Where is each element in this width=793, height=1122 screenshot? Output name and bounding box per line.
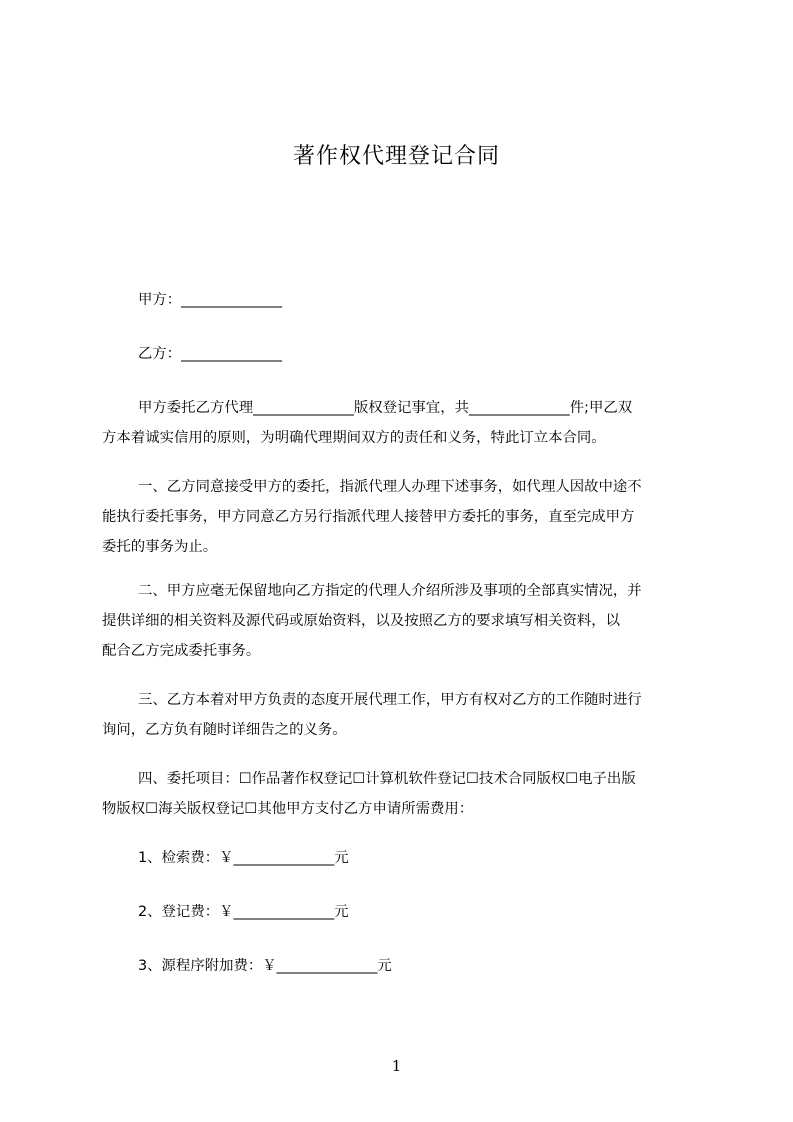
fee-source-code: 3、源程序附加费：￥______________元 (138, 958, 392, 974)
paragraph-line: 能执行委托事务，甲方同意乙方另行指派代理人接替甲方委托的事务，直至完成甲方 (102, 509, 635, 525)
fee-registration: 2、登记费：￥______________元 (138, 904, 349, 920)
paragraph-line: 甲方委托乙方代理______________版权登记事宜，共______________件;甲乙双 (138, 400, 633, 416)
clause-1 (102, 472, 702, 562)
clause-2 (102, 576, 702, 666)
paragraph-line: 配合乙方完成委托事务。 (102, 643, 261, 659)
page-number: 1 (391, 1057, 402, 1075)
party-b-field: 乙方：______________ (138, 346, 282, 362)
paragraph-line: 二、甲方应毫无保留地向乙方指定的代理人介绍所涉及事项的全部真实情况，并 (138, 583, 642, 599)
clause-4 (102, 764, 702, 824)
paragraph-line: 委托的事务为止。 (102, 539, 218, 555)
intro-paragraph (102, 393, 702, 453)
paragraph-line: 物版权☐海关版权登记☐其他甲方支付乙方申请所需费用： (102, 801, 474, 817)
paragraph-line: 提供详细的相关资料及源代码或原始资料，以及按照乙方的要求填写相关资料，以 (102, 613, 621, 629)
page-title: 著作权代理登记合同 (292, 144, 500, 169)
paragraph-line: 方本着诚实信用的原则，为明确代理期间双方的责任和义务，特此订立本合同。 (102, 430, 606, 446)
clause-3 (102, 685, 702, 745)
paragraph-line: 询问，乙方负有随时详细告之的义务。 (102, 722, 347, 738)
paragraph-line: 一、乙方同意接受甲方的委托，指派代理人办理下述事务，如代理人因故中途不 (138, 479, 642, 495)
paragraph-line: 三、乙方本着对甲方负责的态度开展代理工作，甲方有权对乙方的工作随时进行 (138, 692, 642, 708)
paragraph-line: 四、委托项目：☐作品著作权登记☐计算机软件登记☐技术合同版权☐电子出版 (138, 771, 636, 787)
fee-search: 1、检索费：￥______________元 (138, 850, 349, 866)
party-a-field: 甲方：______________ (138, 292, 282, 308)
